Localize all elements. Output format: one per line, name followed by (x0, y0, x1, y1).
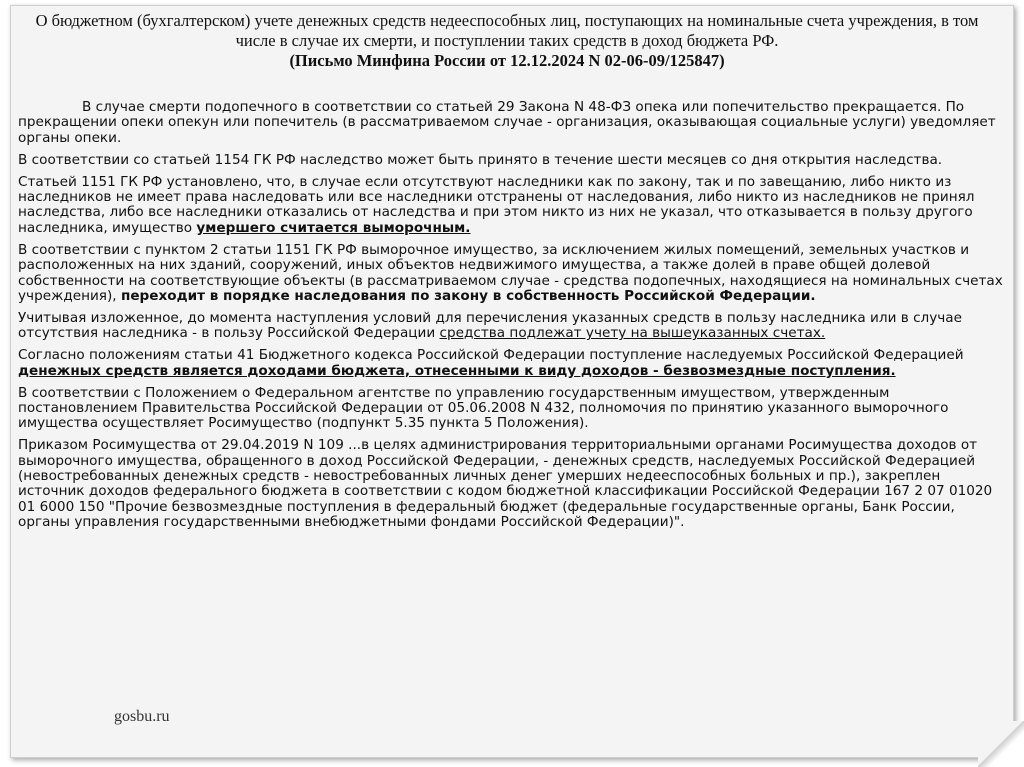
paragraph-escheat-transfer (18, 243, 1004, 305)
paragraph-rosimushchestvo: В соответствии с Положением о Федеральном агентстве по управлению государственным имуществом, утвержденным постановлением Правительства Российской Федерации от 05.06.2008 N 432, полномочия по принятию указанного выморочного имущества осуществляет Росимущество (подпункт 5.35 пункта 5 Положения). (18, 384, 949, 432)
paragraph-accounting (18, 311, 1004, 342)
paragraph-guardianship: В случае смерти подопечного в соответствии со статьей 29 Закона N 48-ФЗ опека или попечительство прекращается. По прекращении опеки опекун или попечитель (в рассматриваемом случае - организация, оказывающая социальные услуги) уведомляет органы опеки. (18, 99, 996, 146)
paragraph-escheat-definition (18, 175, 1004, 237)
paragraph-inheritance-period: В соответствии со статьей 1154 ГК РФ наследство может быть принято в течение шести месяцев со дня открытия наследства. (18, 151, 943, 168)
paragraph-text: В соответствии с пунктом 2 статьи 1151 ГК РФ выморочное имущество, за исключением жилых помещений, земельных участков и расположенных на них зданий, сооружений, иных объектов недвижимого имущества, а также долей в праве общей долевой собственности на соответствующие объекты (в рассматриваемом случае - средства подопечных, находящиеся на номинальных счетах учреждения), (18, 241, 1003, 304)
emphasis-text: денежных средств является доходами бюджета, отнесенными к виду доходов - безвозмездные поступления. (18, 362, 896, 379)
underlined-text: средства подлежат учету на вышеуказанных счетах. (439, 325, 826, 342)
footer-site: gosbu.ru (114, 708, 170, 725)
paragraph-order: Приказом Росимущества от 29.04.2019 N 109 ...в целях администрирования территориальными органами Росимущества доходов от выморочного имущества, обращенного в доход Российской Федерации, - денежных средств, наследуемых Российской Федерацией (невостребованных денежных средств - невостребованных личных денег умерших недееспособных больных и пр.), закреплен источник доходов федерального бюджета в соответствии с кодом бюджетной классификации Российской Федерации 167 2 07 01020 01 6000 150 "Прочие безвозмездные поступления в федеральный бюджет (федеральные государственные органы, Банк России, органы управления государственными внебюджетными фондами Российской Федерации)". (18, 437, 993, 531)
bold-text: переходит в порядке наследования по закону в собственность Российской Федерации. (120, 287, 816, 304)
page-curl (978, 721, 1024, 767)
emphasis-text: умершего считается выморочным. (196, 219, 471, 236)
paragraph-text: Учитывая изложенное, до момента наступления условий для перечисления указанных средств в пользу наследника или в случае отсутствия наследника - в пользу Российской Федерации (18, 309, 962, 342)
document-source: (Письмо Минфина России от 12.12.2024 N 02-06-09/125847) (289, 51, 725, 70)
paragraph-text: Статьей 1151 ГК РФ установлено, что, в случае если отсутствуют наследники как по закону, так и по завещанию, либо никто из наследников не имеет права наследовать или все наследники отстранены от наследования, либо никто из наследников не принял наследства, либо все наследники отказались от наследства и при этом никто из них не указал, что отказывается в пользу другого наследника, имущество (18, 173, 975, 236)
document-title: О бюджетном (бухгалтерском) учете денежных средств недееспособных лиц, поступающих на номинальные счета учреждения, в том числе в случае их смерти, и поступлении таких средств в доход бюджета РФ. (35, 11, 979, 50)
paragraph-budget-code (18, 348, 1004, 379)
document-header (22, 11, 992, 71)
paragraph-text: Согласно положениям статьи 41 Бюджетного кодекса Российской Федерации поступление наследуемых Российской Федерацией (18, 347, 964, 364)
document-body (18, 100, 1004, 537)
